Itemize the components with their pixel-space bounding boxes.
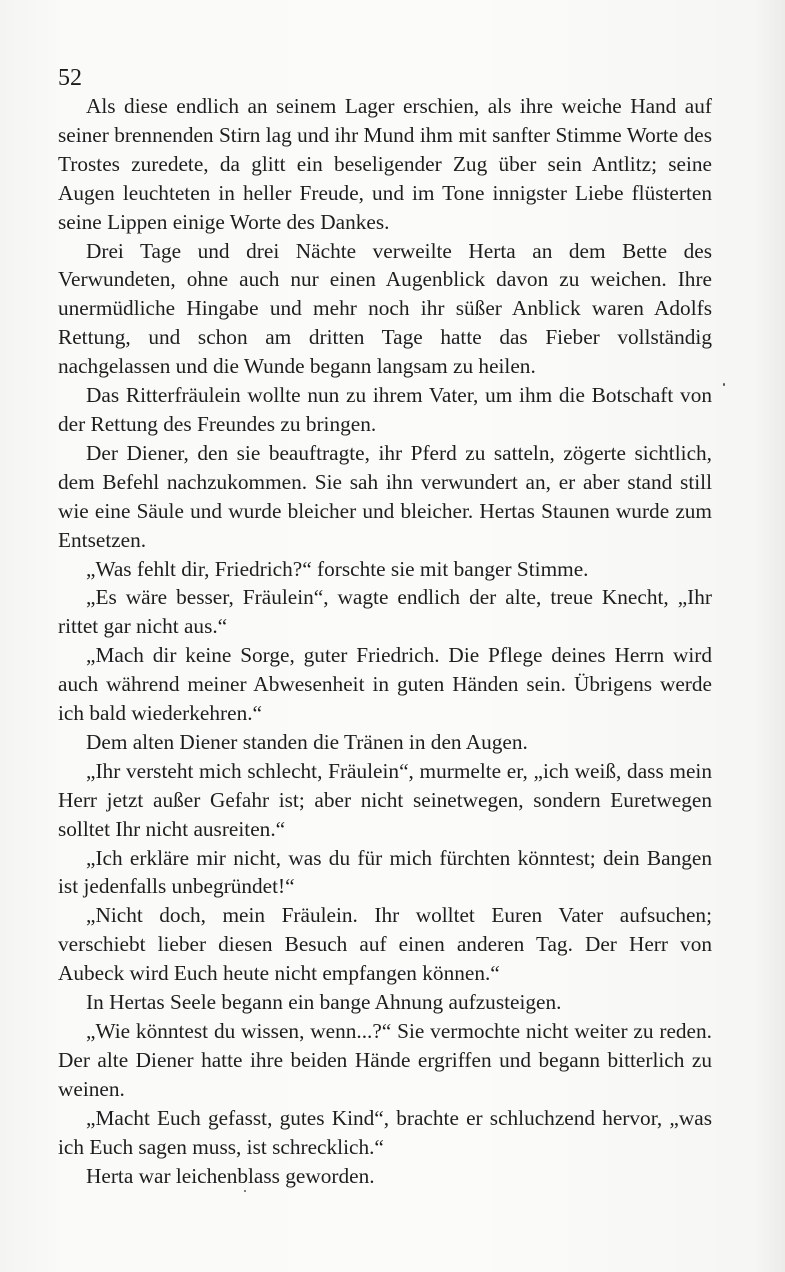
paragraph: „Ich erkläre mir nicht, was du für mich fürchten könntest; dein Bangen ist jedenfalls unbegründet!“ (58, 845, 712, 899)
paragraph: Der Diener, den sie beauftragte, ihr Pferd zu satteln, zögerte sichtlich, dem Befehl nachzukommen. Sie sah ihn verwundert an, er aber stand still wie eine Säule und wurde bleicher und bleicher. Hertas Staunen wurde zum Entsetzen. (58, 440, 712, 552)
paragraph: Als diese endlich an seinem Lager erschien, als ihre weiche Hand auf seiner brennenden Stirn lag und ihr Mund ihm mit sanfter Stimme Worte des Trostes zuredete, da glitt ein beseligender Zug über sein Antlitz; seine Augen leuchteten in heller Freude, und im Tone innigster Liebe flüsterten seine Lippen einige Worte des Dankes. (58, 94, 712, 234)
print-speck (244, 1190, 246, 1192)
paragraph: In Hertas Seele begann ein bange Ahnung aufzusteigen. (86, 990, 562, 1015)
paragraph: „Mach dir keine Sorge, guter Friedrich. Die Pflege deines Herrn wird auch während meiner Abwesenheit in guten Händen sein. Übrigens werde ich bald wiederkehren.“ (58, 643, 712, 726)
paragraph: „Nicht doch, mein Fräulein. Ihr wolltet Euren Vater aufsuchen; verschiebt lieber diesen Besuch auf einen anderen Tag. Der Herr von Aubeck wird Euch heute nicht empfangen können.“ (58, 903, 712, 986)
page-number: 52 (58, 65, 82, 91)
paragraph: „Was fehlt dir, Friedrich?“ forschte sie mit banger Stimme. (86, 556, 589, 581)
paragraph: Das Ritterfräulein wollte nun zu ihrem Vater, um ihm die Botschaft von der Rettung des Freundes zu bringen. (58, 383, 712, 436)
paragraph: „Ihr versteht mich schlecht, Fräulein“, murmelte er, „ich weiß, dass mein Herr jetzt außer Gefahr ist; aber nicht seinetwegen, sondern Euretwegen solltet Ihr nicht ausreiten.“ (58, 758, 712, 841)
paragraph: „Es wäre besser, Fräulein“, wagte endlich der alte, treue Knecht, „Ihr rittet gar nicht aus.“ (58, 585, 712, 639)
paragraph: Dem alten Diener standen die Tränen in den Augen. (86, 729, 528, 754)
paragraph: Drei Tage und drei Nächte verweilte Herta an dem Bette des Verwundeten, ohne auch nur einen Augenblick davon zu weichen. Ihre unermüdliche Hingabe und mehr noch ihr süßer Anblick waren Adolfs Rettung, und schon am dritten Tage hatte das Fieber vollständig nachgelassen und die Wunde begann langsam zu heilen. (58, 238, 712, 379)
paragraph: Herta war leichenblass geworden. (86, 1163, 375, 1188)
paragraph: „Wie könntest du wissen, wenn...?“ Sie vermochte nicht weiter zu reden. Der alte Diener hatte ihre beiden Hände ergriffen und begann bitterlich zu weinen. (58, 1019, 712, 1101)
body-text (58, 92, 712, 1190)
paragraph: „Macht Euch gefasst, gutes Kind“, brachte er schluchzend hervor, „was ich Euch sagen muss, ist schrecklich.“ (58, 1105, 712, 1159)
print-speck (723, 383, 725, 386)
